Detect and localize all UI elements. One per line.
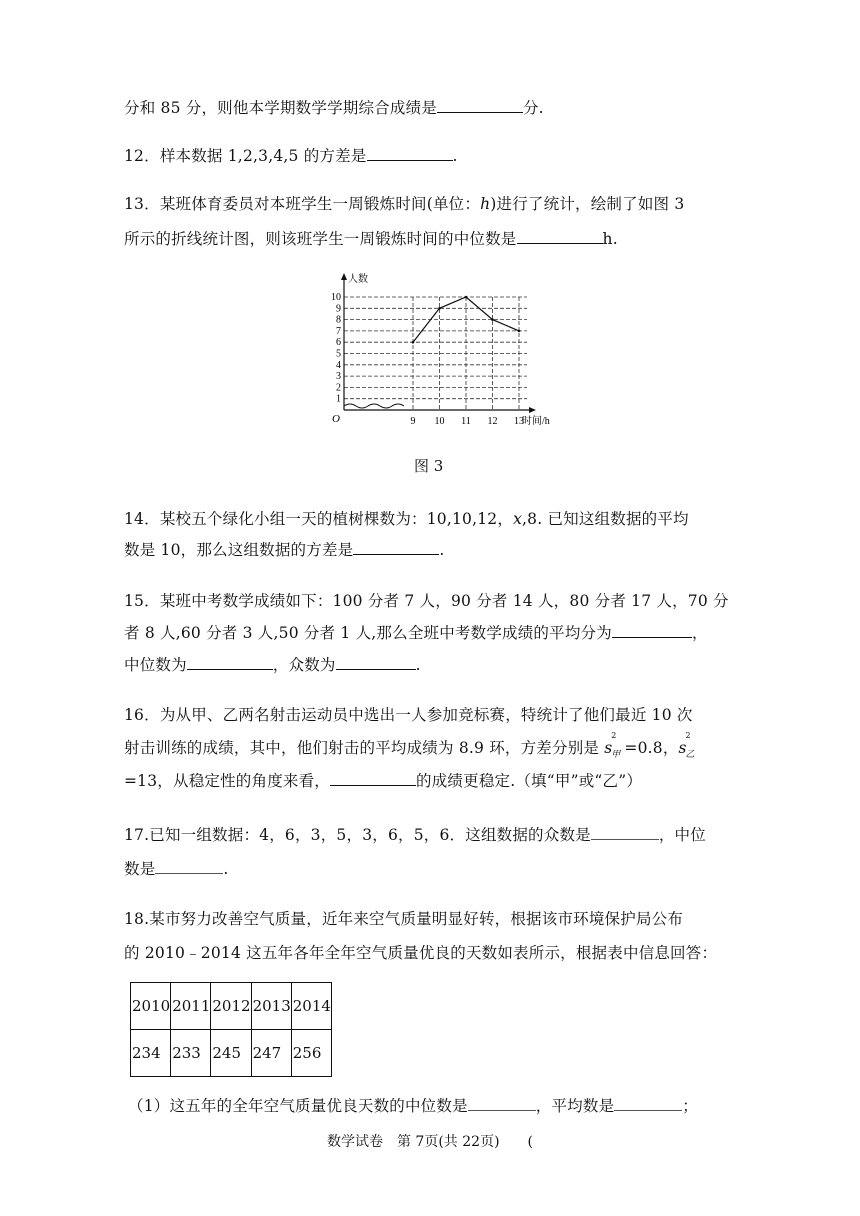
q16-line-1: 16．为从甲、乙两名射击运动员中选出一人参加竞标赛，特统计了他们最近 10 次 — [124, 706, 693, 724]
q14-answer-blank[interactable] — [353, 539, 439, 555]
q16-answer-blank[interactable] — [330, 770, 416, 786]
table-cell: 245 — [211, 1030, 251, 1077]
table-row-days — [131, 1030, 332, 1077]
y-tick-label: 9 — [336, 303, 341, 315]
variance-yi: s 2 乙 — [678, 731, 695, 760]
q18-mean-blank[interactable] — [614, 1095, 682, 1111]
table-cell: 2014 — [291, 983, 331, 1030]
q15-line-2: 者 8 人,60 分者 3 人,50 分者 1 人,那么全班中考数学成绩的平均分为 ， — [124, 624, 708, 642]
y-axis-arrow — [341, 273, 347, 280]
y-tick-label: 4 — [336, 359, 341, 371]
q17-line-2: 数是 . — [124, 860, 229, 878]
line-chart-svg — [326, 270, 566, 435]
q13-line-1: 13．某班体育委员对本班学生一周锻炼时间(单位：h)进行了统计，绘制了如图 3 — [124, 195, 685, 213]
table-cell: 2011 — [171, 983, 211, 1030]
q12-answer-blank[interactable] — [367, 145, 453, 161]
axis-break-mark — [344, 404, 404, 408]
q12-line: 12．样本数据 1,2,3,4,5 的方差是 . — [124, 147, 458, 165]
q13-line-2: 所示的折线统计图，则该班学生一周锻炼时间的中位数是 h. — [124, 230, 618, 248]
y-tick-label: 1 — [336, 393, 341, 405]
table-cell: 233 — [171, 1030, 211, 1077]
y-tick-label: 7 — [336, 325, 341, 337]
q14-line-1: 14．某校五个绿化小组一天的植树棵数为：10,10,12，x,8. 已知这组数据的平均 — [124, 510, 689, 528]
y-tick-label: 8 — [336, 314, 341, 326]
q11-line: 分和 85 分，则他本学期数学学期综合成绩是 分. — [124, 99, 544, 117]
table-cell: 2012 — [211, 983, 251, 1030]
data-point — [491, 318, 494, 321]
q15-median-blank[interactable] — [187, 654, 273, 670]
q15-mean-blank[interactable] — [612, 622, 692, 638]
y-tick-label: 3 — [336, 371, 341, 383]
table-cell: 234 — [131, 1030, 171, 1077]
q14-line-2: 数是 10，那么这组数据的方差是 . — [124, 541, 445, 559]
q17-line-1: 17.已知一组数据：4，6，3，5，3，6，5，6．这组数据的众数是 ，中位 — [124, 826, 706, 844]
x-tick-label: 10 — [434, 416, 445, 427]
chart-ticks — [331, 272, 550, 427]
x-tick-label: 13 — [514, 416, 524, 427]
q18-median-blank[interactable] — [468, 1095, 536, 1111]
q11-answer-blank[interactable] — [437, 97, 523, 113]
y-tick-label: 10 — [331, 292, 341, 303]
q15-line-1: 15．某班中考数学成绩如下：100 分者 7 人，90 分者 14 人，80 分者 17 人，70 分 — [124, 592, 729, 610]
data-point — [412, 341, 415, 344]
q18-line-2: 的 2010﹣2014 这五年各年全年空气质量优良的天数如表所示，根据表中信息回答： — [124, 944, 718, 962]
table-cell: 256 — [291, 1030, 331, 1077]
data-point — [465, 296, 468, 299]
table-row-years — [131, 983, 332, 1030]
q18-sub1-line: （1）这五年的全年空气质量优良天数的中位数是 ，平均数是 ； — [128, 1097, 698, 1115]
x-axis-arrow — [529, 407, 536, 413]
y-tick-label: 5 — [336, 348, 341, 360]
table-cell: 2013 — [251, 983, 291, 1030]
y-tick-label: 6 — [336, 337, 341, 349]
table-cell: 2010 — [131, 983, 171, 1030]
q13-answer-blank[interactable] — [517, 228, 603, 244]
y-axis-label: 人数 — [348, 274, 368, 285]
origin-label: O — [332, 413, 340, 425]
chart-axes — [341, 273, 536, 413]
x-axis-label: 时间/h — [522, 416, 550, 427]
line-chart — [326, 270, 566, 435]
data-point — [438, 307, 441, 310]
q17-mode-blank[interactable] — [591, 824, 659, 840]
x-tick-label: 9 — [410, 416, 416, 427]
air-quality-table — [130, 982, 332, 1077]
q18-line-1: 18.某市努力改善空气质量，近年来空气质量明显好转，根据该市环境保护局公布 — [124, 910, 684, 928]
figure-caption: 图 3 — [414, 457, 444, 475]
y-tick-label: 2 — [336, 382, 341, 394]
variance-jia: s 2 甲 — [604, 731, 621, 760]
q15-line-3: 中位数为 ，众数为 . — [124, 656, 421, 674]
q17-median-blank[interactable] — [155, 858, 223, 874]
x-tick-label: 11 — [461, 416, 471, 427]
q16-line-3: =13，从稳定性的角度来看， 的成绩更稳定.（填“甲”或“乙”） — [124, 772, 643, 790]
data-point — [518, 330, 521, 333]
page-footer: 数学试卷 第 7页(共 22页) ( — [326, 1134, 533, 1150]
q16-line-2: 射击训练的成绩，其中，他们射击的平均成绩为 8.9 环，方差分别是 s 2 甲 =0.8，s 2 乙 — [124, 731, 695, 760]
table-cell: 247 — [251, 1030, 291, 1077]
q15-mode-blank[interactable] — [336, 654, 416, 670]
x-tick-label: 12 — [487, 416, 498, 427]
